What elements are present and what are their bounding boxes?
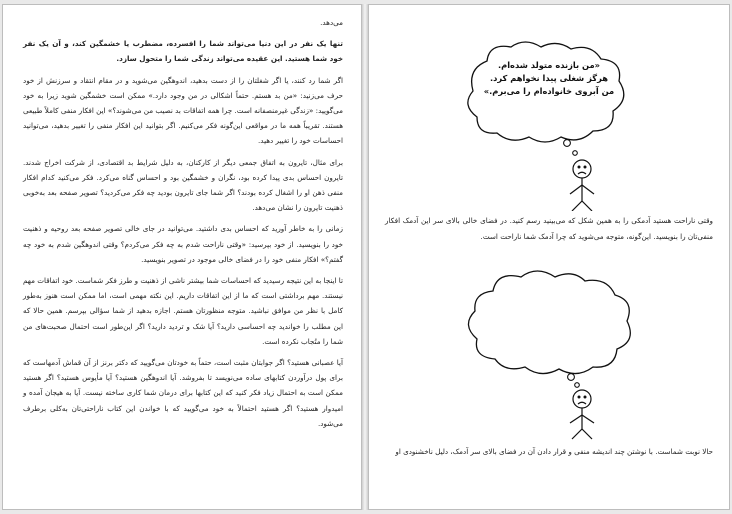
- figure-2-leg-right: [582, 429, 592, 439]
- right-page: [368, 4, 730, 510]
- paragraph-6: آیا عصبانی هستید؟ اگر جوابتان مثبت است، حتماً به خودتان می‌گویید که دکتر برنز از آن قماش آدمهاست که برای پول درآوردن کتابهای ساده می‌نویسد تا بفروشد. آیا اندوهگین هستید؟ آیا مأیوس هستید؟ اگر هستید ممکن است به احتمال زیاد فکر کنید که این کتابها برای درمان شما کاری ساخته نیست. آیا به هیجان آمده و امیدوار هستید؟ اگر هستید احتمالاً به خود می‌گویید که با خواندن این کتاب ناراحتی‌تان به‌کلی برطرف می‌شود.: [23, 358, 343, 428]
- caption-1: وقتی ناراحت هستید آدمکی را به همین شکل که می‌بینید رسم کنید. در فضای خالی بالای سر این آدمک افکار منفی‌تان را بنویسید. این‌گونه، متوجه می‌شوید که چرا آدمک شما ناراحت است.: [385, 216, 713, 241]
- paragraph-2: اگر شما رد کنند، یا اگر شغلتان را از دست بدهید، اندوهگین می‌شوید و در مقام انتقاد و سرزنش از خود حرف می‌زنید: «من بد هستم. حتماً اشکالی در من وجود دارد.» ممکن است خشمگین شوید زیرا به خود می‌گویید: «زندگی غیرمنصفانه است. چرا همه اتفاقات بد نصیب من می‌شوند؟» این افکار منفی کاملاً طبیعی هستند. تقریباً همه ما در مواقعی این‌گونه فکر می‌کنیم. اگر بتوانید این افکار منفی را تغییر بدهید، می‌توانید احساسات خود را تغییر دهید.: [23, 75, 343, 146]
- sad-stick-figure: [570, 160, 594, 211]
- figure-sad-mouth: [578, 172, 586, 174]
- bubble-line-3: من آبروی خانواده‌ام را می‌برم.»: [483, 86, 615, 96]
- figure-head: [573, 160, 591, 178]
- bubble-negative-thoughts: [479, 59, 619, 98]
- figure-2-head: [573, 390, 591, 408]
- figure-2-eye-right: [584, 396, 586, 398]
- figure-2-arm-right: [582, 415, 594, 423]
- figure-2-eye-left: [578, 396, 580, 398]
- figure-2-leg-left: [572, 429, 582, 439]
- thought-dot-small: [573, 151, 578, 156]
- empty-thought-dot-large: [568, 374, 575, 381]
- figure-arm-left: [570, 185, 582, 194]
- empty-thought-dot-small: [575, 383, 580, 388]
- figure-leg-left: [572, 201, 582, 211]
- figure-eye-left: [578, 166, 580, 168]
- figure-thought-bubble-empty: [369, 269, 731, 441]
- empty-thought-cloud-shape: [468, 271, 630, 374]
- stick-figure-illustration-2: [369, 269, 731, 441]
- paragraph-5: تا اینجا به این نتیجه رسیدید که احساسات شما بیشتر ناشی از ذهنیت و طرز فکر شماست. خود اتفاقات مهم نیستند. مهم برداشتی است که ما از این اتفاقات داریم. این نکته مهمی است، اما ممکن است هنوز به‌طور کامل با نظر من موافق نباشید. متوجه منظورتان هستم. اجازه بدهید از شما سؤالی بپرسم. همین حالا که این مطلب را خواندید چه احساسی دارید؟ آیا شک و تردید دارید؟ اگر این‌طور است احتمال صحبت‌های من شما را متُجاب نکرده است.: [23, 276, 343, 346]
- figure-thought-bubble-filled: [369, 39, 731, 211]
- figure-2-sad-mouth: [578, 402, 586, 404]
- paragraph-3: برای مثال، تایرون به اتفاق جمعی دیگر از کارکنان، به دلیل شرایط بد اقتصادی، از شرکت اخراج شدند. تایرون احساس بدی پیدا کرده بود، نگران و خشمگین بود و احساس گناه می‌کرد. فکر می‌کنید کدام افکار منفی ذهن او را اشغال کرده بودند؟ اگر شما جای تایرون بودید چه فکر می‌کردید؟ تصویر صفحه بعد به‌خوبی ذهنیت تایرون را نشان می‌دهد.: [23, 157, 343, 213]
- paragraph-1-bold: تنها یک نفر در این دنیا می‌تواند شما را افسرده، مضطرب یا خشمگین کند، و آن یک نفر خود شما هستید. این عقیده می‌تواند زندگی شما را متحول سازد.: [23, 39, 343, 64]
- bubble-line-2: هرگز شغلی پیدا نخواهم کرد.: [489, 73, 608, 83]
- thought-dot-large: [564, 140, 571, 147]
- caption-2: حالا نوبت شماست. با نوشتن چند اندیشه منفی و قرار دادن آن در فضای بالای سر آدمک، دلیل ناخشنودی او: [395, 447, 713, 456]
- figure-leg-right: [582, 201, 592, 211]
- figure-arm-right: [582, 185, 594, 194]
- figure-2-arm-left: [570, 415, 582, 423]
- left-text-column: [23, 15, 343, 437]
- figure-eye-right: [584, 166, 586, 168]
- sad-stick-figure-2: [570, 390, 594, 439]
- paragraph-4: زمانی را به خاطر آورید که احساس بدی داشتید. می‌توانید در جای خالی تصویر صفحه بعد روحیه و ذهنیت خود را بنویسید. از خود بپرسید: «وقتی ناراحت شدم به چه فکر می‌کردم؟ وقتی اندوهگین شدم به خود چه گفتم؟» افکار منفی خود را در فضای خالی موجود در تصویر بنویسید.: [23, 224, 343, 264]
- paragraph-0: می‌دهد.: [320, 18, 343, 27]
- bubble-line-1: «من بازنده متولد شده‌ام.: [497, 60, 600, 70]
- left-page: [2, 4, 362, 510]
